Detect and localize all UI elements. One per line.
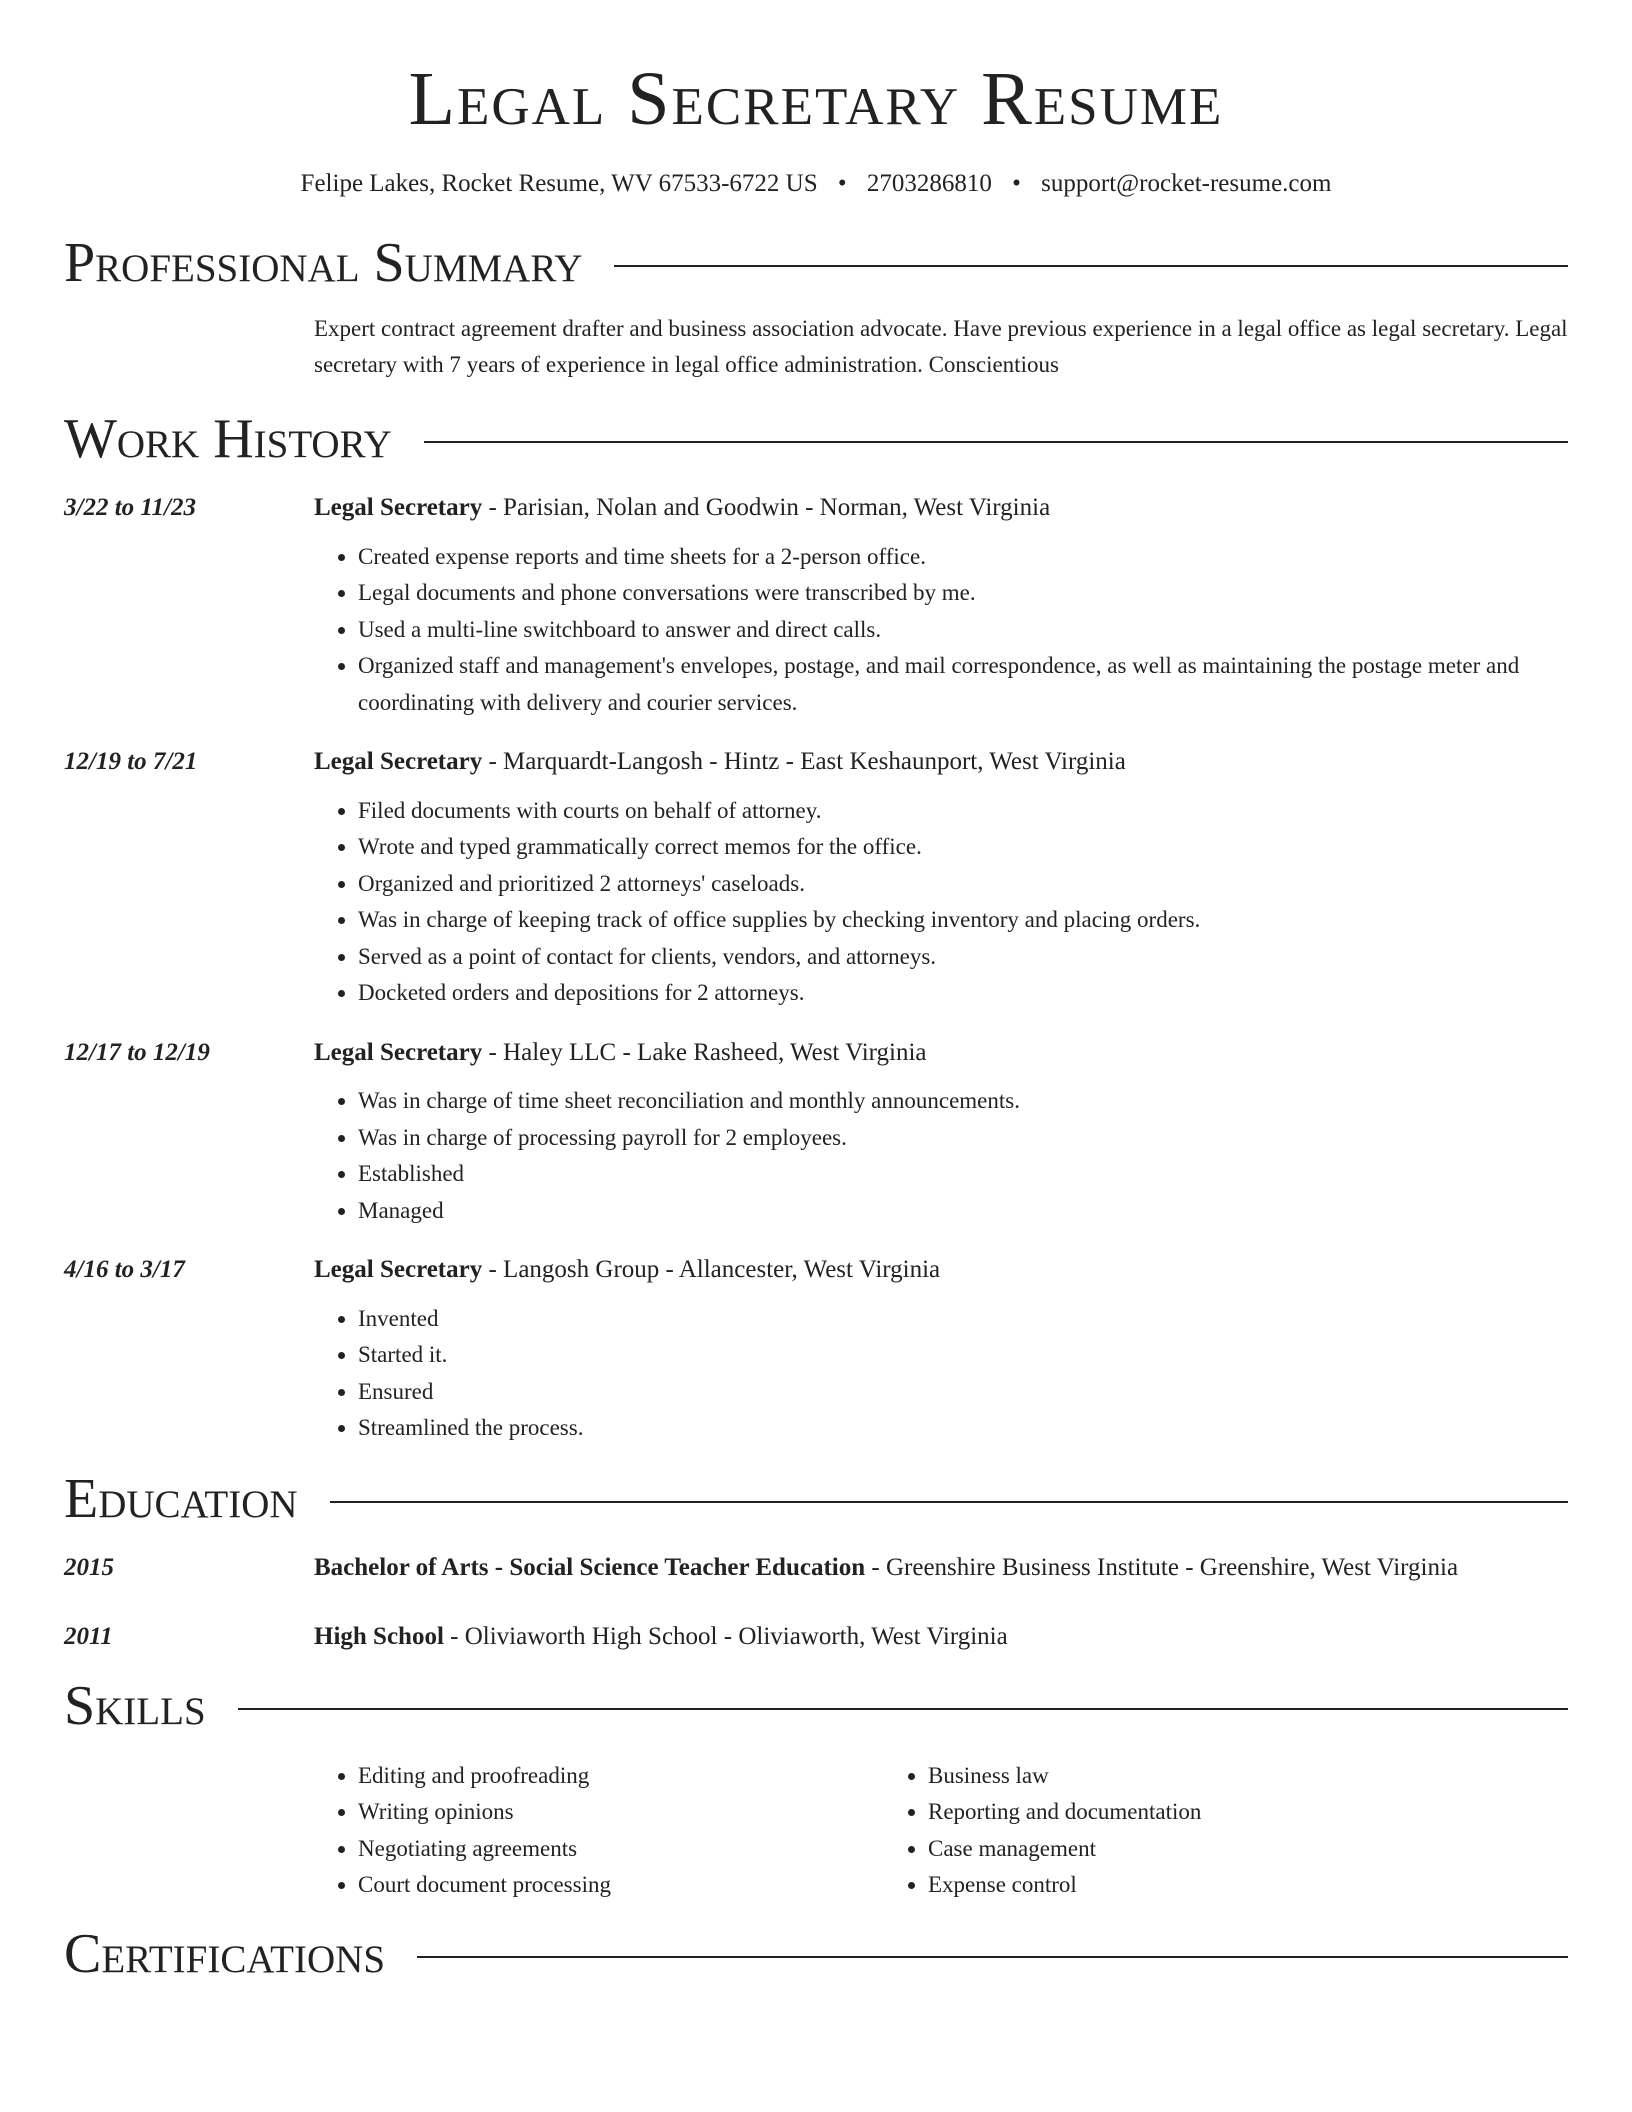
section-title-work-history: Work History [64, 408, 392, 471]
section-header [64, 1461, 1568, 1537]
education-school: - Oliviaworth High School - Oliviaworth, West Virginia [443, 1623, 1008, 1651]
education-degree: Bachelor of Arts - Social Science Teacher Education [314, 1553, 866, 1581]
list-item: • Started it. [358, 1337, 1568, 1374]
section-header [64, 401, 1568, 477]
list-item: • Business law [928, 1758, 1454, 1795]
resume-title: Legal Secretary Resume [408, 57, 1224, 141]
list-item: • Served as a point of contact for clients, vendors, and attorneys. [358, 939, 1568, 976]
list-item: • Case management [928, 1831, 1454, 1868]
list-item: • Docketed orders and depositions for 2 attorneys. [358, 975, 1568, 1012]
education-year: 2011 [64, 1623, 113, 1651]
section-header [64, 225, 1568, 301]
list-item: • Legal documents and phone conversations were transcribed by me. [358, 575, 1568, 612]
list-item: • Was in charge of time sheet reconciliation and monthly announcements. [358, 1083, 1568, 1120]
contact-separator: • [837, 170, 847, 198]
list-item: • Negotiating agreements [358, 1831, 884, 1868]
summary-text: Expert contract agreement drafter and business association advocate. Have previous experience in a legal office as legal secretary. Legal secretary with 7 years of experience in legal office administration. Conscientious [314, 316, 1568, 378]
list-item: • Organized staff and management's envelopes, postage, and mail correspondence, as well as maintaining the postage meter and coordinating with delivery and courier services. [358, 648, 1568, 721]
job-bullets [314, 1301, 1568, 1447]
list-item: • Managed [358, 1193, 1568, 1230]
job-entry [64, 1251, 1568, 1447]
list-item: • Filed documents with courts on behalf of attorney. [358, 793, 1568, 830]
job-bullets [314, 793, 1568, 1012]
job-entry [64, 1034, 1568, 1230]
section-divider [614, 265, 1568, 267]
job-body [314, 489, 1568, 721]
section-divider [238, 1708, 1568, 1710]
section-header [64, 1916, 1568, 1992]
section-header [64, 1668, 1568, 1744]
job-dates: 3/22 to 11/23 [64, 494, 196, 522]
job-body [314, 743, 1568, 1012]
job-title: Legal Secretary [314, 748, 483, 776]
job-title: Legal Secretary [314, 1256, 483, 1284]
list-item: • Used a multi-line switchboard to answer and direct calls. [358, 612, 1568, 649]
list-item: • Writing opinions [358, 1794, 884, 1831]
list-item: • Streamlined the process. [358, 1410, 1568, 1447]
job-bullets [314, 539, 1568, 722]
list-item: • Court document processing [358, 1867, 884, 1904]
skills-column-2 [884, 1758, 1454, 1904]
education-degree: High School [314, 1623, 444, 1651]
job-employer: - Haley LLC - Lake Rasheed, West Virginia [482, 1038, 927, 1066]
section-title-skills: Skills [64, 1674, 206, 1737]
list-item: • Ensured [358, 1374, 1568, 1411]
skills-list [64, 1758, 1568, 1904]
job-dates: 4/16 to 3/17 [64, 1256, 185, 1284]
job-employer: - Marquardt-Langosh - Hintz - East Keshaunport, West Virginia [482, 748, 1126, 776]
job-employer: - Langosh Group - Allancester, West Virginia [482, 1256, 941, 1284]
skills-column-1 [314, 1758, 884, 1904]
summary-section [64, 225, 1568, 383]
certifications-section [64, 1916, 1568, 1992]
contact-phone: 2703286810 [866, 170, 992, 198]
contact-separator: • [1012, 170, 1021, 198]
job-heading [314, 489, 1568, 527]
contact-address: Felipe Lakes, Rocket Resume, WV 67533-6722 US [300, 170, 818, 198]
job-bullets [314, 1083, 1568, 1229]
education-school: - Greenshire Business Institute - Greenshire, West Virginia [865, 1553, 1459, 1581]
job-employer: - Parisian, Nolan and Goodwin - Norman, West Virginia [482, 494, 1051, 522]
list-item: • Editing and proofreading [358, 1758, 884, 1795]
education-details [314, 1618, 1568, 1656]
section-title-summary: Professional Summary [64, 232, 583, 295]
list-item: • Was in charge of keeping track of office supplies by checking inventory and placing orders. [358, 902, 1568, 939]
list-item: • Reporting and documentation [928, 1794, 1454, 1831]
job-heading [314, 1251, 1568, 1289]
contact-line [64, 169, 1568, 199]
list-item: • Wrote and typed grammatically correct memos for the office. [358, 829, 1568, 866]
list-item: • Expense control [928, 1867, 1454, 1904]
education-details [314, 1549, 1568, 1587]
list-item: • Was in charge of processing payroll for 2 employees. [358, 1120, 1568, 1157]
list-item: • Created expense reports and time sheets for a 2-person office. [358, 539, 1568, 576]
job-entry [64, 489, 1568, 721]
job-title: Legal Secretary [314, 494, 483, 522]
section-divider [417, 1956, 1568, 1958]
education-section [64, 1461, 1568, 1656]
work-history-section [64, 401, 1568, 1447]
section-divider [330, 1501, 1568, 1503]
section-title-certifications: Certifications [64, 1922, 386, 1985]
job-entry [64, 743, 1568, 1012]
job-dates: 12/19 to 7/21 [64, 748, 198, 776]
list-item: • Organized and prioritized 2 attorneys' caseloads. [358, 866, 1568, 903]
education-entry [64, 1618, 1568, 1656]
job-dates: 12/17 to 12/19 [64, 1038, 210, 1066]
skills-section [64, 1668, 1568, 1904]
list-item: • Established [358, 1156, 1568, 1193]
section-title-education: Education [64, 1467, 298, 1530]
job-body [314, 1034, 1568, 1230]
education-entry [64, 1549, 1568, 1587]
job-title: Legal Secretary [314, 1038, 483, 1066]
job-heading [314, 1034, 1568, 1072]
contact-email: support@rocket-resume.com [1041, 170, 1332, 198]
education-year: 2015 [64, 1553, 114, 1581]
list-item: • Invented [358, 1301, 1568, 1338]
section-divider [424, 441, 1568, 443]
job-body [314, 1251, 1568, 1447]
job-heading [314, 743, 1568, 781]
